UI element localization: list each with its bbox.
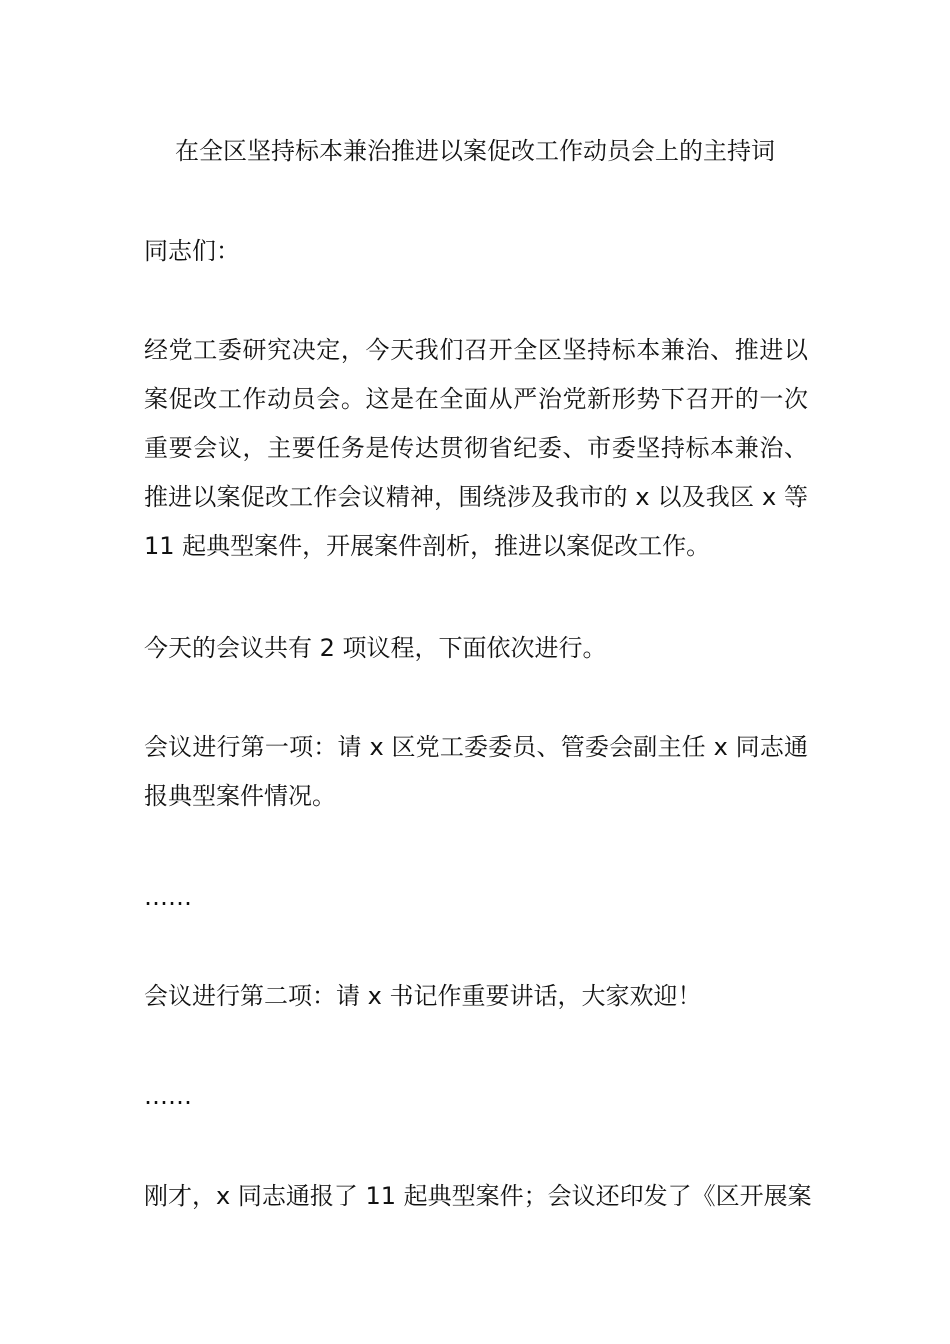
ellipsis-two — [144, 1072, 808, 1121]
paragraph-line: 案促改工作动员会。这是在全面从严治党新形势下召开的一次 — [144, 385, 808, 413]
paragraph-line: 会议进行第二项：请 x 书记作重要讲话，大家欢迎！ — [144, 982, 702, 1010]
paragraph-agenda — [144, 624, 808, 673]
paragraph-line: 重要会议，主要任务是传达贯彻省纪委、市委坚持标本兼治、 — [144, 434, 808, 462]
salutation — [144, 227, 808, 276]
paragraph-line: …… — [144, 883, 192, 911]
paragraph-line: 11 起典型案件，开展案件剖析，推进以案促改工作。 — [144, 532, 711, 560]
paragraph-line: 刚才，x 同志通报了 11 起典型案件；会议还印发了《区开展案 — [144, 1182, 812, 1210]
paragraph-item-two — [144, 972, 808, 1021]
paragraph-line: …… — [144, 1082, 192, 1110]
salutation-line: 同志们： — [144, 237, 240, 265]
document-title: 在全区坚持标本兼治推进以案促改工作动员会上的主持词 — [175, 137, 775, 165]
paragraph-line: 报典型案件情况。 — [144, 782, 336, 810]
paragraph-line: 推进以案促改工作会议精神，围绕涉及我市的 x 以及我区 x 等 — [144, 483, 808, 511]
paragraph-closing — [144, 1172, 812, 1221]
ellipsis-one — [144, 873, 808, 922]
paragraph-line: 今天的会议共有 2 项议程，下面依次进行。 — [144, 634, 607, 662]
paragraph-opening — [144, 326, 808, 571]
paragraph-line: 会议进行第一项：请 x 区党工委委员、管委会副主任 x 同志通 — [144, 733, 808, 761]
paragraph-line: 经党工委研究决定，今天我们召开全区坚持标本兼治、推进以 — [144, 336, 808, 364]
paragraph-item-one — [144, 723, 808, 821]
